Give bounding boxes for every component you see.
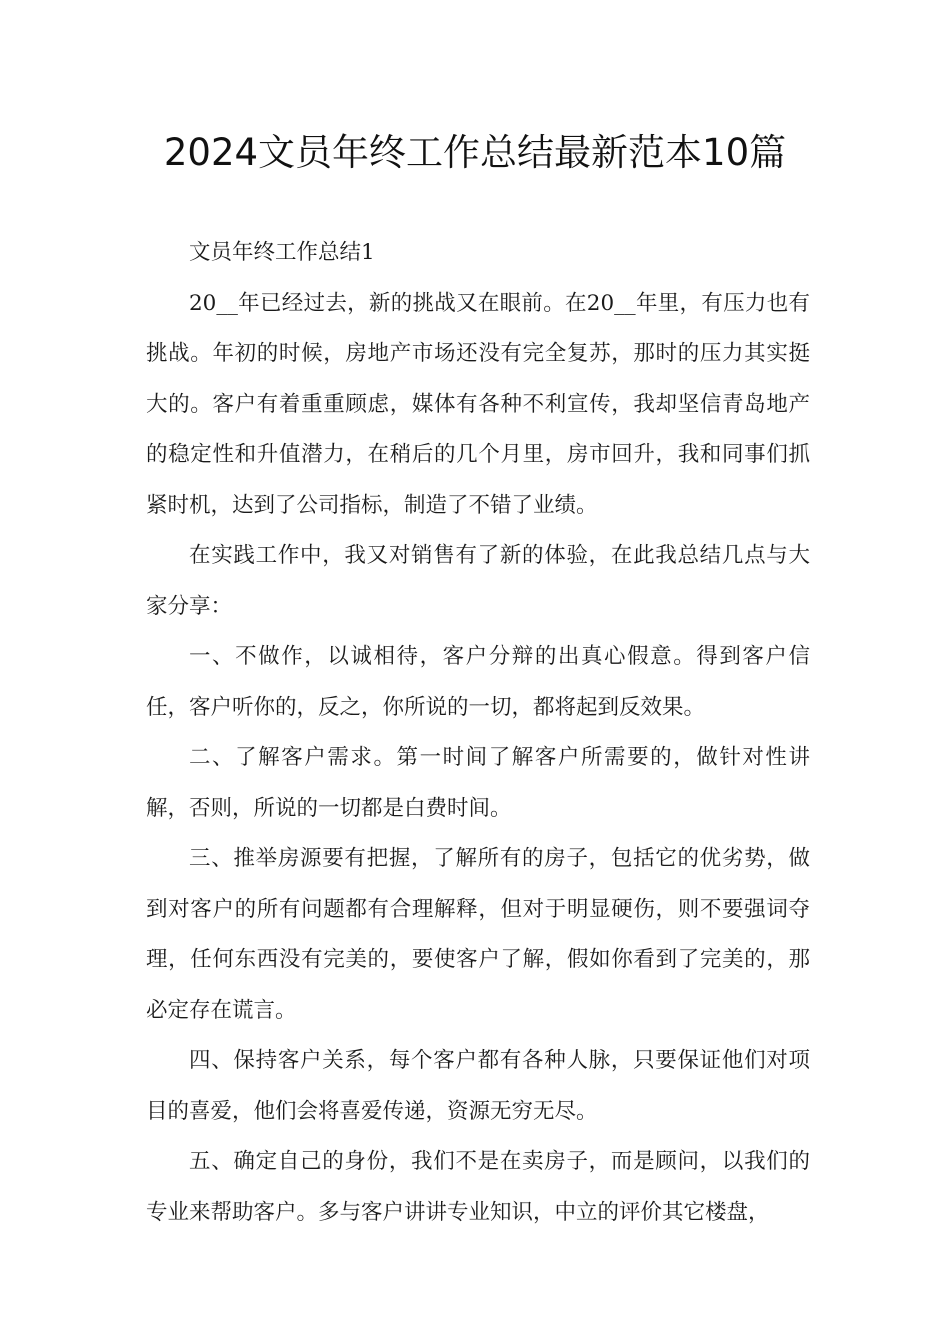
paragraph: 一、不做作，以诚相待，客户分辩的出真心假意。得到客户信任，客户听你的，反之，你所说的一切，都将起到反效果。 — [146, 644, 810, 720]
paragraph: 20__年已经过去，新的挑战又在眼前。在20__年里，有压力也有挑战。年初的时候，房地产市场还没有完全复苏，那时的压力其实挺大的。客户有着重重顾虑，媒体有各种不利宣传，我却坚信青岛地产的稳定性和升值潜力，在稍后的几个月里，房市回升，我和同事们抓紧时机，达到了公司指标，制造了不错了业绩。 — [146, 290, 810, 518]
paragraph: 四、保持客户关系，每个客户都有各种人脉，只要保证他们对项目的喜爱，他们会将喜爱传递，资源无穷无尽。 — [146, 1048, 810, 1124]
paragraph: 三、推举房源要有把握，了解所有的房子，包括它的优劣势，做到对客户的所有问题都有合理解释，但对于明显硬伤，则不要强词夺理，任何东西没有完美的，要使客户了解，假如你看到了完美的，那必定存在谎言。 — [146, 846, 810, 1023]
paragraph: 二、了解客户需求。第一时间了解客户所需要的，做针对性讲解，否则，所说的一切都是白费时间。 — [146, 745, 810, 821]
paragraph: 五、确定自己的身份，我们不是在卖房子，而是顾问，以我们的专业来帮助客户。多与客户讲讲专业知识，中立的评价其它楼盘， — [146, 1149, 810, 1225]
paragraph: 在实践工作中，我又对销售有了新的体验，在此我总结几点与大家分享： — [146, 543, 810, 619]
document-body — [146, 228, 810, 1238]
document-title: 2024文员年终工作总结最新范本10篇 — [163, 131, 787, 174]
section-heading: 文员年终工作总结1 — [189, 240, 375, 265]
